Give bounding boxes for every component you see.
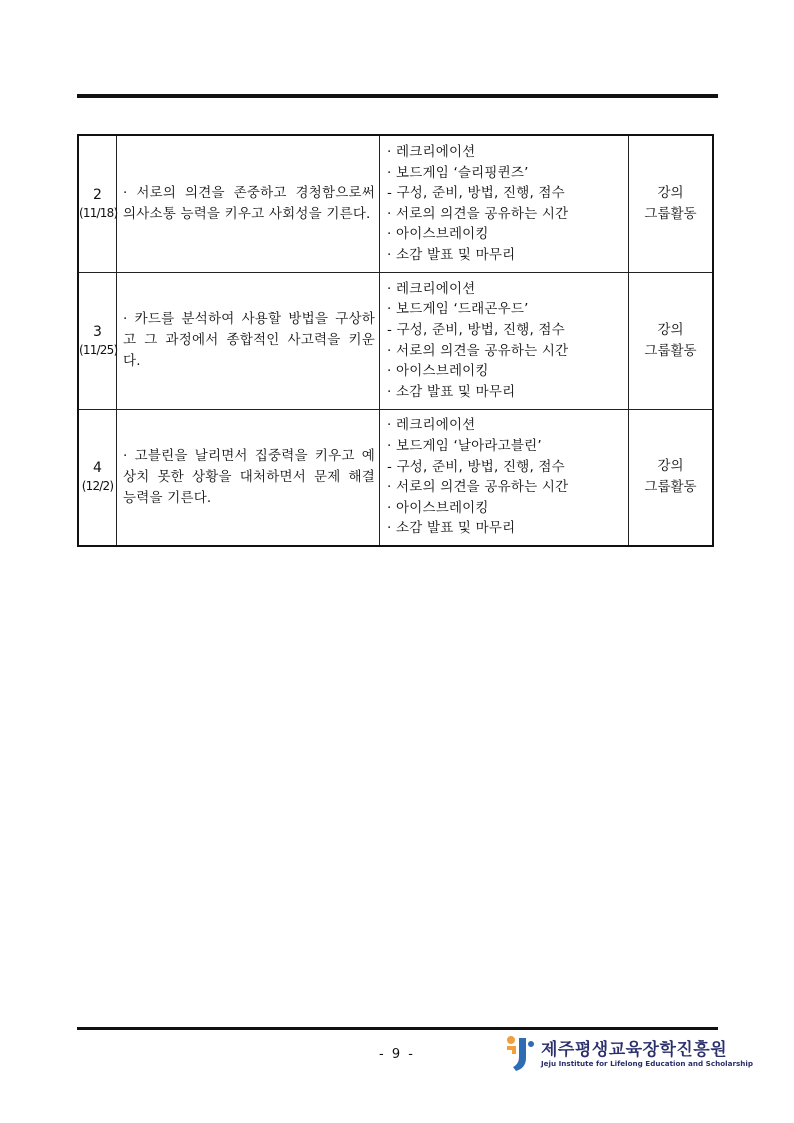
content-item: - 구성, 준비, 방법, 진행, 점수 — [387, 321, 565, 338]
content-cell — [380, 135, 629, 272]
session-goal: · 서로의 의견을 존중하고 경청함으로써 의사소통 능력을 키우고 사회성을 기른다. — [123, 184, 375, 222]
content-item: · 소감 발표 및 마무리 — [387, 520, 516, 537]
content-item: · 보드게임 ‘날아라고블린’ — [387, 438, 542, 455]
session-number: 3 — [93, 323, 102, 340]
method-group: 그룹활동 — [644, 342, 697, 359]
content-item: · 소감 발표 및 마무리 — [387, 383, 516, 400]
content-item: · 서로의 의견을 공유하는 시간 — [387, 205, 569, 222]
content-cell — [380, 272, 629, 409]
content-item: · 아이스브레이킹 — [387, 363, 489, 380]
content-item: - 구성, 준비, 방법, 진행, 점수 — [387, 458, 565, 475]
table-row — [78, 409, 713, 546]
content-list — [387, 415, 628, 539]
method-group: 그룹활동 — [644, 205, 697, 222]
session-goal: · 카드를 분석하여 사용할 방법을 구상하고 그 과정에서 종합적인 사고력을 키운다. — [123, 311, 375, 369]
table-row — [78, 135, 713, 272]
org-name: 제주평생교육장학진흥원 — [541, 1040, 728, 1060]
goal-cell — [117, 135, 380, 272]
session-number: 2 — [93, 186, 102, 203]
table-row — [78, 272, 713, 409]
header-rule — [77, 94, 718, 98]
method-cell — [629, 135, 714, 272]
method-lecture: 강의 — [657, 458, 684, 475]
content-item: · 레크리에이션 — [387, 143, 476, 160]
method-lecture: 강의 — [657, 184, 684, 201]
org-logo-icon — [503, 1034, 537, 1074]
content-item: · 레크리에이션 — [387, 417, 476, 434]
content-item: · 아이스브레이킹 — [387, 226, 489, 243]
session-cell — [78, 409, 117, 546]
session-cell — [78, 135, 117, 272]
goal-cell — [117, 409, 380, 546]
session-date: (11/25) — [79, 342, 118, 357]
method-cell — [629, 272, 714, 409]
content-item: - 구성, 준비, 방법, 진행, 점수 — [387, 185, 565, 202]
session-date: (11/18) — [79, 205, 118, 220]
session-number: 4 — [93, 460, 102, 477]
content-list — [387, 142, 628, 266]
goal-cell — [117, 272, 380, 409]
session-plan-table — [77, 134, 714, 547]
content-item: · 소감 발표 및 마무리 — [387, 246, 516, 263]
content-list — [387, 279, 628, 403]
content-item: · 보드게임 ‘드래곤우드’ — [387, 301, 529, 318]
footer-rule — [77, 1027, 718, 1030]
page-number: - 9 - — [379, 1047, 415, 1062]
org-logo — [503, 1034, 753, 1074]
content-item: · 서로의 의견을 공유하는 시간 — [387, 479, 569, 496]
content-item: · 아이스브레이킹 — [387, 499, 489, 516]
method-group: 그룹활동 — [644, 479, 697, 496]
content-cell — [380, 409, 629, 546]
content-item: · 서로의 의견을 공유하는 시간 — [387, 342, 569, 359]
method-cell — [629, 409, 714, 546]
content-item: · 레크리에이션 — [387, 280, 476, 297]
org-name-english: Jeju Institute for Lifelong Education and Scholarship — [541, 1059, 753, 1068]
session-goal: · 고블린을 날리면서 집중력을 키우고 예상치 못한 상황을 대처하면서 문제 해결 능력을 기른다. — [123, 447, 375, 506]
session-date: (12/2) — [81, 479, 114, 494]
content-item: · 보드게임 ‘슬리핑퀸즈’ — [387, 164, 529, 181]
session-cell — [78, 272, 117, 409]
method-lecture: 강의 — [657, 321, 684, 338]
